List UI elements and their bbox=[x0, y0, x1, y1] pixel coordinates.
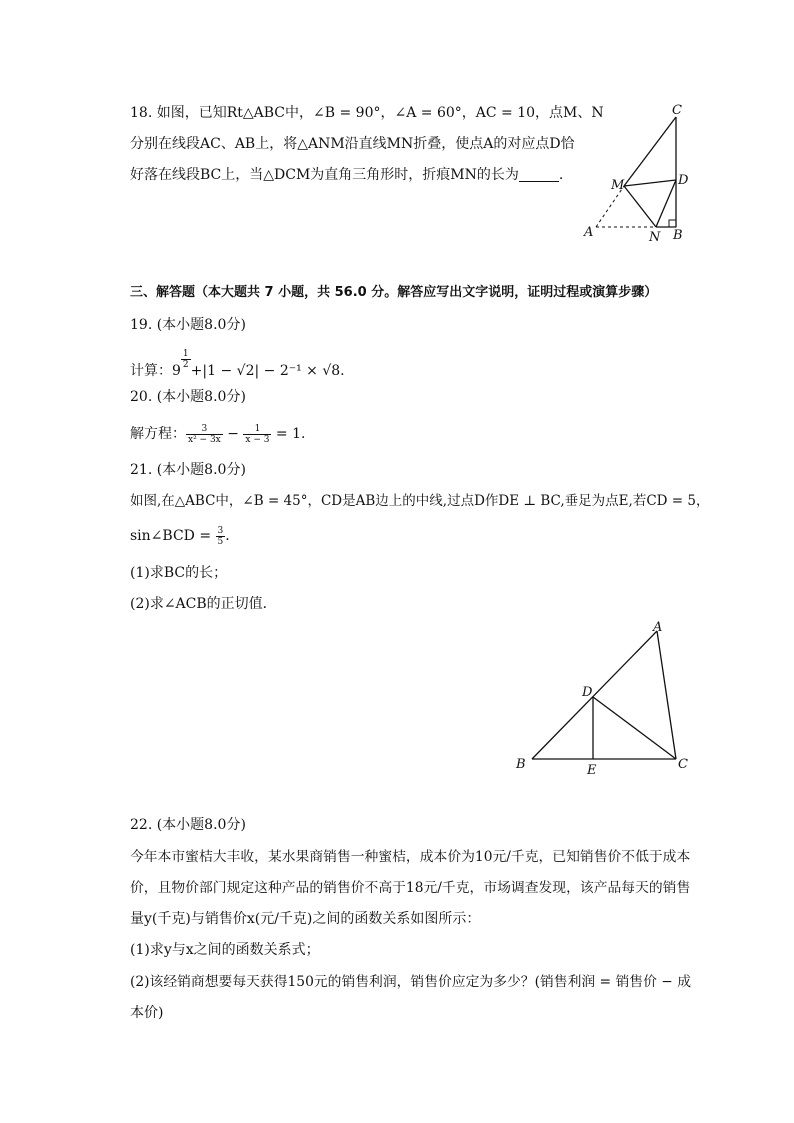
q21-segment-AB bbox=[532, 631, 657, 759]
q21-line1: 如图,在△ABC中，∠B = 45°，CD是AB边上的中线,过点D作DE ⊥ BC,垂足为点E,若CD = 5， bbox=[130, 493, 710, 509]
q18-segment-MN bbox=[624, 186, 656, 227]
q20-prefix: 解方程： bbox=[130, 426, 186, 442]
q18-segment-CM bbox=[624, 117, 676, 186]
section-heading: 三、解答题（本大题共 7 小题，共 56.0 分。解答应写出文字说明，证明过程或演算步骤） bbox=[130, 285, 658, 300]
q21-label-C: C bbox=[678, 757, 688, 772]
q21-label-A: A bbox=[653, 620, 663, 635]
q20-equation bbox=[130, 420, 305, 448]
q20-rest: = 1. bbox=[271, 426, 306, 442]
q22-part2: (2)该经销商想要每天获得150元的销售利润，销售价应定为多少？(销售利润 = 销售价 − 成 bbox=[130, 974, 692, 990]
q21-segment-DC bbox=[593, 697, 676, 759]
q19-exp-num: 1 bbox=[182, 349, 189, 359]
q22-line2: 价，且物价部门规定这种产品的销售价不高于18元/千克，市场调查发现，该产品每天的销售 bbox=[130, 880, 691, 896]
q21-label-E: E bbox=[587, 763, 597, 778]
q19-header: 19. (本小题8.0分) bbox=[130, 317, 246, 333]
q18-label-C: C bbox=[672, 103, 682, 118]
q21-line2 bbox=[130, 522, 230, 550]
q20-f2-num: 1 bbox=[243, 424, 271, 435]
q21-figure bbox=[510, 615, 700, 780]
q18-label-N: N bbox=[649, 230, 661, 245]
q22-header: 22. (本小题8.0分) bbox=[130, 817, 246, 833]
q21-label-D: D bbox=[582, 685, 593, 700]
q20-fraction-1 bbox=[186, 424, 223, 445]
q22-part1: (1)求y与x之间的函数关系式； bbox=[130, 942, 320, 958]
q19-exp-den: 2 bbox=[182, 360, 189, 370]
answer-blank bbox=[519, 167, 559, 182]
q21-part1: (1)求BC的长； bbox=[130, 565, 228, 581]
q18-label-M: M bbox=[611, 178, 625, 193]
q19-exponent bbox=[181, 349, 191, 370]
q21-line2-end: . bbox=[225, 528, 230, 544]
q20-fraction-2 bbox=[243, 424, 271, 445]
q19-prefix: 计算： bbox=[130, 363, 172, 379]
q21-fraction bbox=[216, 526, 226, 547]
q19-rest: +|1 − √2| − 2⁻¹ × √8. bbox=[190, 363, 345, 379]
q19-expression bbox=[130, 349, 345, 381]
q18-label-B: B bbox=[673, 228, 683, 243]
q18-segment-MD bbox=[624, 180, 676, 186]
q22-line1: 今年本市蜜桔大丰收，某水果商销售一种蜜桔，成本价为10元/千克，已知销售价不低于成本 bbox=[130, 849, 691, 865]
q19-base: 9 bbox=[172, 363, 181, 379]
q18-line3-text: 好落在线段BC上，当△DCM为直角三角形时，折痕MN的长为 bbox=[130, 167, 519, 183]
q18-label-D: D bbox=[678, 173, 688, 188]
q20-f1-num: 3 bbox=[186, 424, 223, 435]
q22-line3: 量y(千克)与销售价x(元/千克)之间的函数关系如图所示： bbox=[130, 911, 481, 927]
q18-line2: 分别在线段AC、AB上，将△ANM沿直线MN折叠，使点A的对应点D恰 bbox=[130, 136, 575, 152]
q21-frac-den: 5 bbox=[217, 536, 224, 547]
q21-header: 21. (本小题8.0分) bbox=[130, 462, 246, 478]
q21-label-B: B bbox=[516, 757, 526, 772]
q18-line3 bbox=[130, 165, 570, 185]
q18-right-angle-mark bbox=[669, 220, 676, 227]
q20-f1-den: x² − 3x bbox=[188, 434, 221, 445]
q18-line1: 18. 如图，已知Rt△ABC中，∠B = 90°，∠A = 60°，AC = 10，点M、N bbox=[130, 105, 604, 121]
q21-frac-num: 3 bbox=[217, 525, 224, 536]
q21-segment-AC bbox=[657, 631, 676, 759]
q18-figure bbox=[578, 100, 688, 245]
q22-part2-cont: 本价) bbox=[130, 1005, 164, 1021]
q20-f2-den: x − 3 bbox=[245, 434, 270, 445]
q21-sin-prefix: sin∠BCD = bbox=[130, 528, 216, 544]
q18-line3-end: . bbox=[558, 167, 564, 183]
q20-minus: − bbox=[222, 426, 244, 442]
q20-header: 20. (本小题8.0分) bbox=[130, 389, 246, 405]
q21-part2: (2)求∠ACB的正切值． bbox=[130, 596, 277, 612]
q18-label-A: A bbox=[584, 225, 594, 240]
